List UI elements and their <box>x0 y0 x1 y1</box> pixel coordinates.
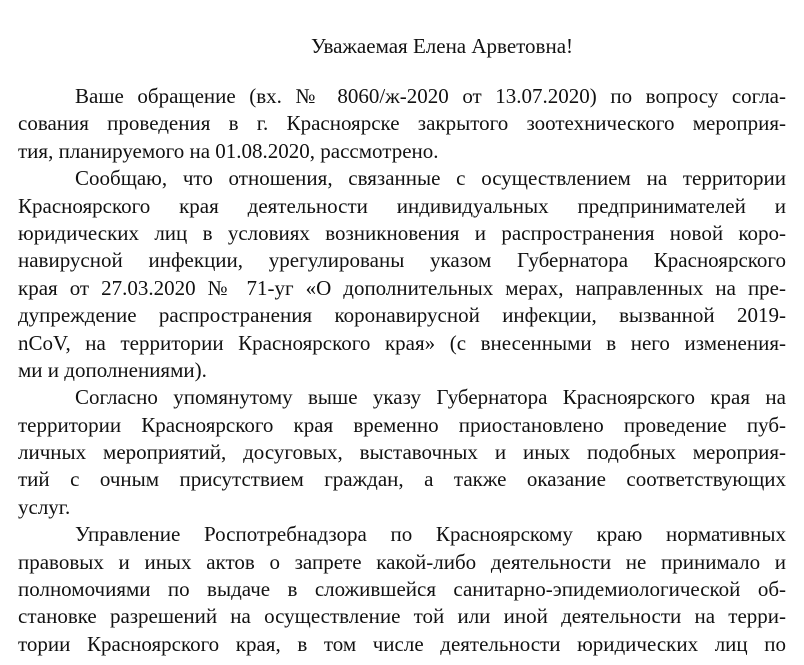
letter-line: навирусной инфекции, урегулированы указом Губернатора Красноярского <box>18 248 786 273</box>
letter-line: ми и дополнениями). <box>18 357 207 382</box>
letter-line: дупреждение распространения коронавирусной инфекции, вызванной 2019- <box>18 303 786 328</box>
letter-line: услуг. <box>18 494 71 519</box>
letter-line: Красноярского края деятельности индивидуальных предпринимателей и <box>18 193 786 218</box>
letter-line: Согласно упомянутому выше указу Губернатора Красноярского края на <box>75 385 786 410</box>
letter-line: личных мероприятий, досуговых, выставочных и иных подобных мероприя- <box>18 440 786 465</box>
letter-document <box>18 33 786 658</box>
letter-line: становке разрешений на осуществление той или иной деятельности на терри- <box>18 604 786 629</box>
letter-line: сования проведения в г. Красноярске закрытого зоотехнического мероприя- <box>18 111 786 136</box>
letter-line: Управление Роспотребнадзора по Красноярскому краю нормативных <box>75 522 786 547</box>
letter-line: юридических лиц в условиях возникновения и распространения новой коро- <box>18 220 786 245</box>
letter-line: Сообщаю, что отношения, связанные с осуществлением на территории <box>75 166 786 191</box>
letter-line: тия, планируемого на 01.08.2020, рассмотрено. <box>18 138 439 163</box>
letter-line: тий с очным присутствием граждан, а также оказание соответствующих <box>18 467 786 492</box>
letter-line: правовых и иных актов о запрете какой-либо деятельности не принимало и <box>18 549 786 574</box>
letter-line: полномочиями по выдаче в сложившейся санитарно-эпидемиологической об- <box>18 577 786 602</box>
letter-line: Ваше обращение (вх. № 8060/ж-2020 от 13.07.2020) по вопросу согла- <box>75 84 786 108</box>
letter-salutation: Уважаемая Елена Арветовна! <box>310 34 574 58</box>
letter-line: территории Красноярского края временно приостановлено проведение пуб- <box>18 412 786 437</box>
letter-body <box>18 83 786 658</box>
letter-line: nCoV, на территории Красноярского края» (с внесенными в него изменения- <box>18 330 786 355</box>
letter-line: края от 27.03.2020 № 71-уг «О дополнительных мерах, направленных на пре- <box>18 275 786 300</box>
letter-line: тории Красноярского края, в том числе деятельности юридических лиц по <box>18 631 786 656</box>
